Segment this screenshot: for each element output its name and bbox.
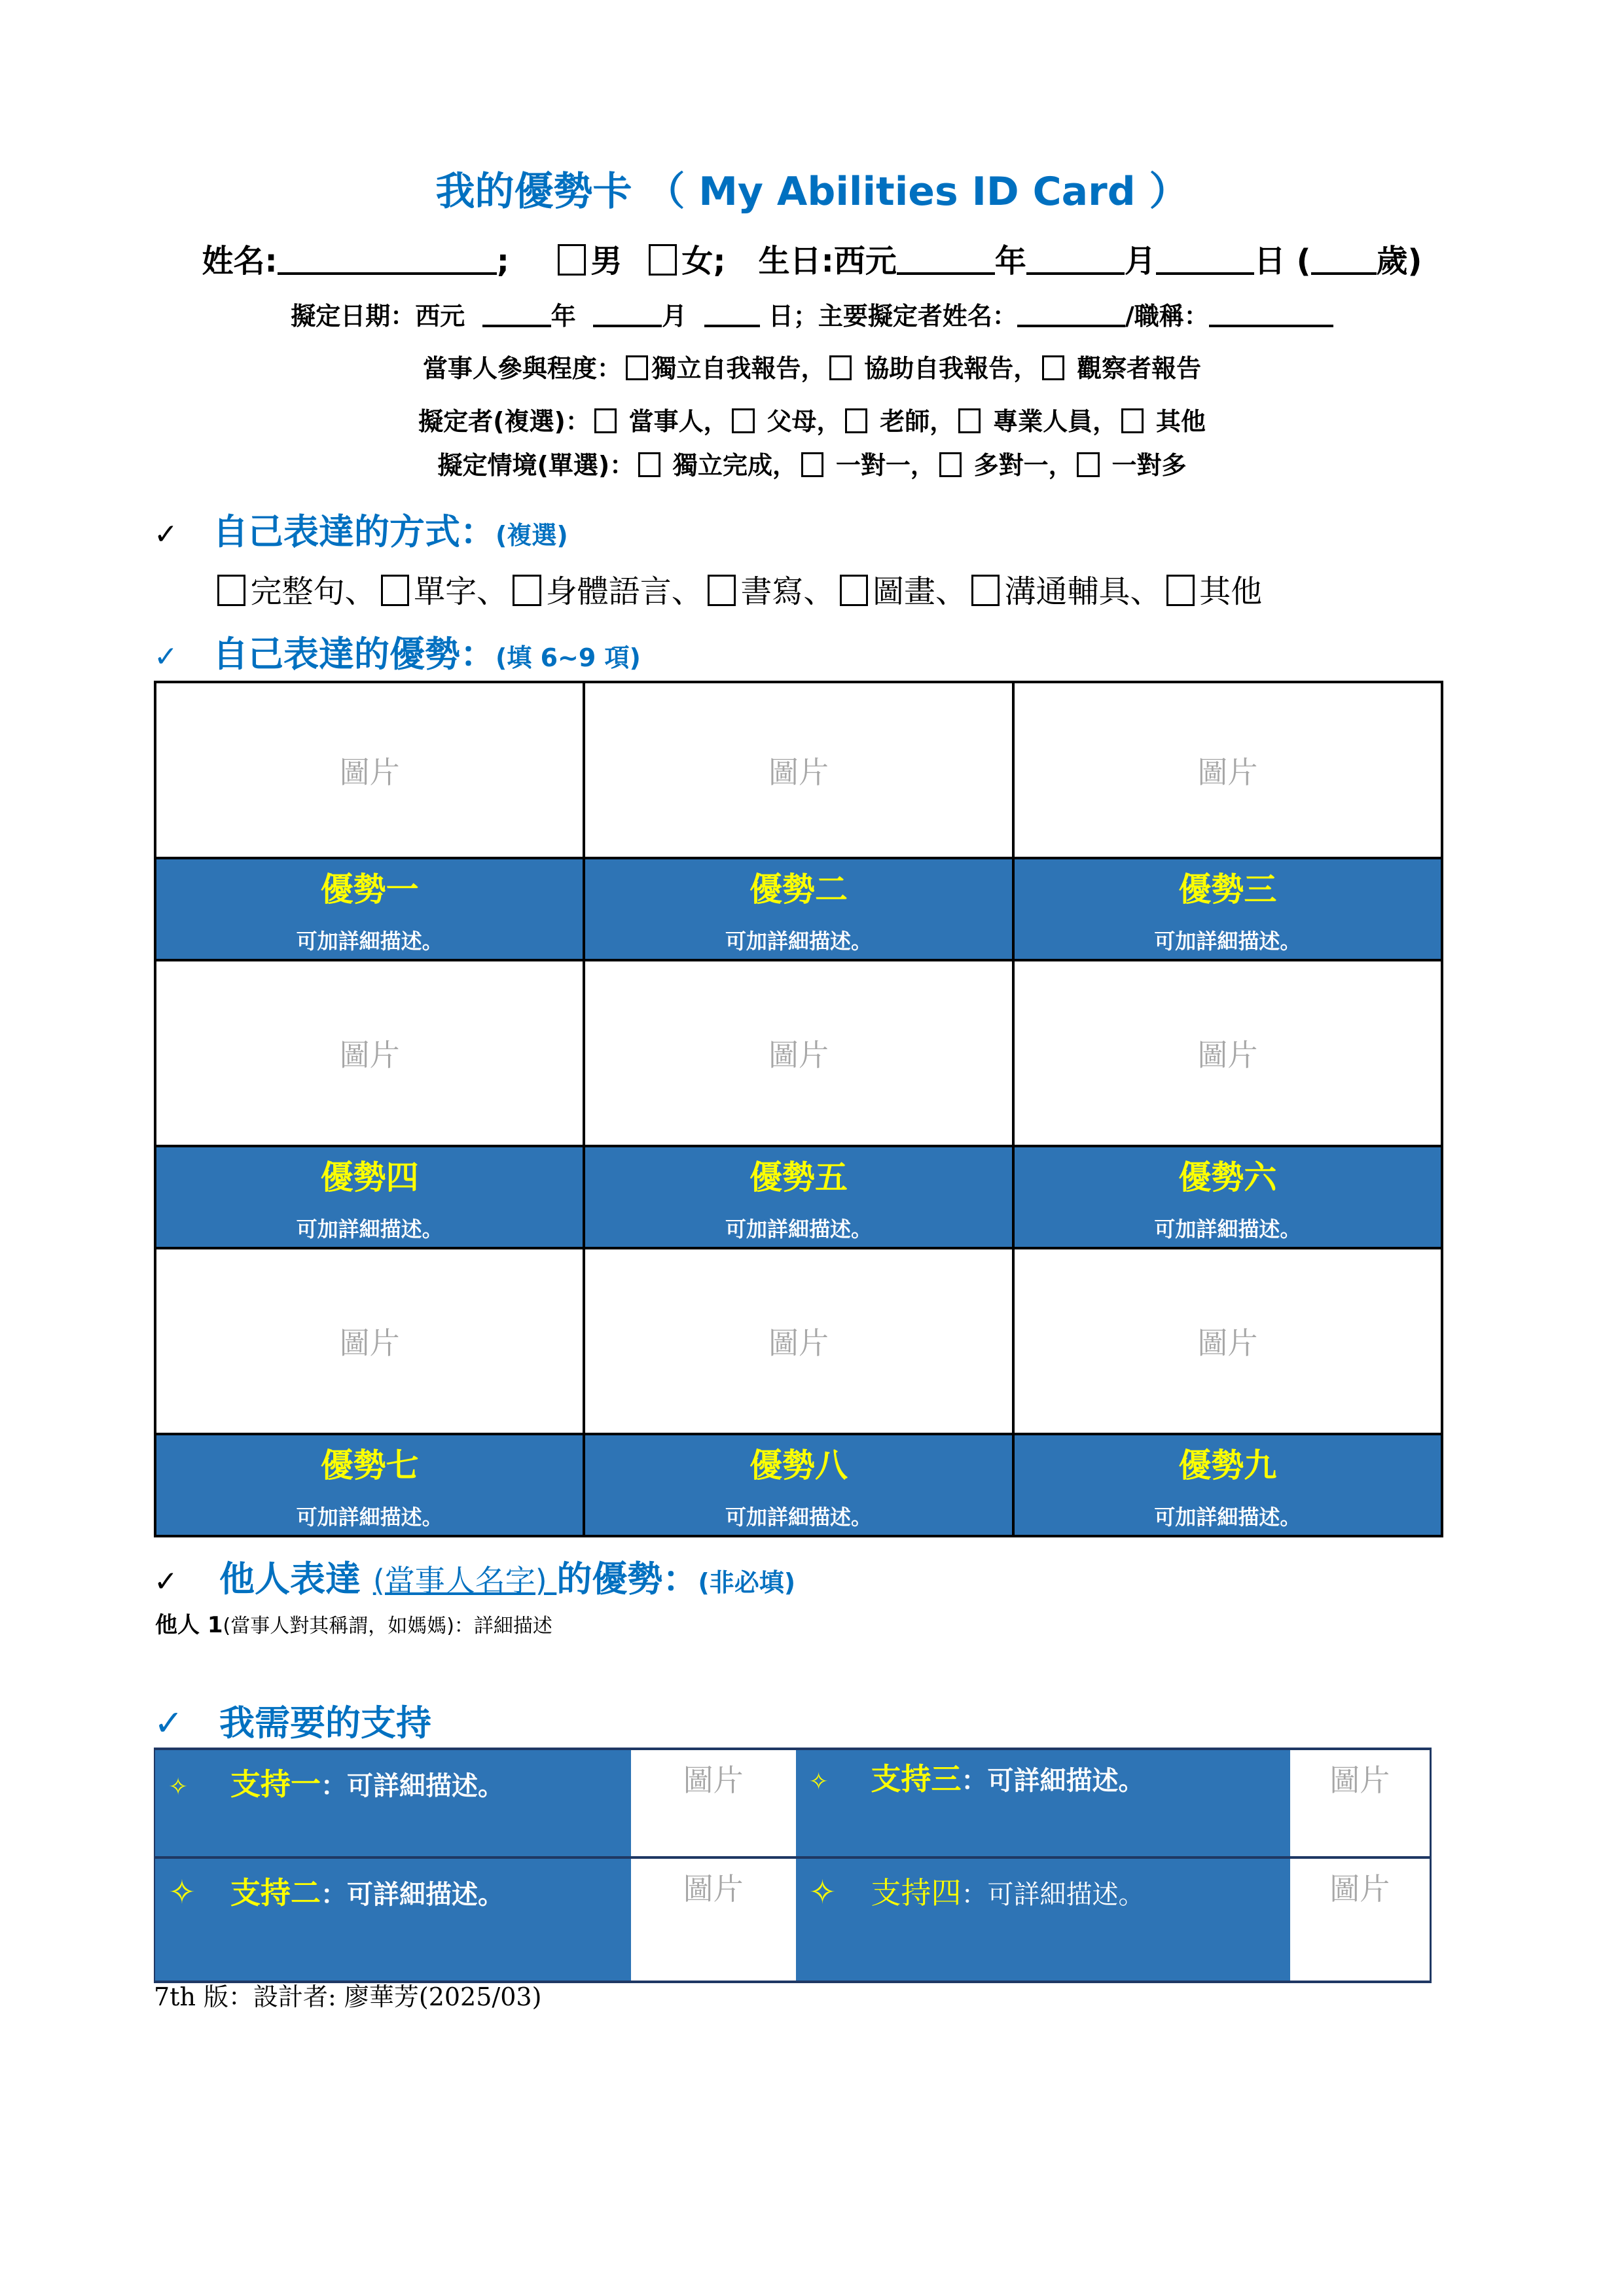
support-desc: ：可詳細描述。 bbox=[961, 1880, 1145, 1910]
name-label: 姓名: bbox=[202, 243, 278, 279]
image-placeholder: 圖片 bbox=[683, 1871, 744, 1907]
strength-desc: 可加詳細描述。 bbox=[1154, 1505, 1301, 1530]
support-heading bbox=[154, 1695, 431, 1746]
context-option: 一對多 bbox=[1111, 451, 1187, 480]
image-placeholder: 圖片 bbox=[1197, 1325, 1258, 1361]
participation-checkbox-2[interactable] bbox=[829, 355, 852, 380]
context-radio-3[interactable] bbox=[939, 452, 962, 477]
separator: 、 bbox=[935, 573, 967, 610]
rater-option: 老師， bbox=[880, 407, 955, 436]
heading-text: 他人表達 bbox=[219, 1558, 373, 1600]
strengths-heading bbox=[154, 626, 641, 677]
method-checkbox-2[interactable] bbox=[381, 575, 409, 606]
image-placeholder: 圖片 bbox=[1329, 1763, 1390, 1798]
support-cell-4[interactable] bbox=[796, 1857, 1290, 1982]
method-option: 圖畫 bbox=[872, 573, 935, 610]
participation-checkbox-1[interactable] bbox=[626, 355, 648, 380]
support-title: 支持一 bbox=[230, 1767, 321, 1802]
strength-label-1[interactable] bbox=[155, 858, 584, 960]
support-cell-2[interactable] bbox=[154, 1857, 631, 1982]
strength-desc: 可加詳細描述。 bbox=[725, 929, 872, 954]
rater-title-field[interactable] bbox=[1209, 300, 1333, 327]
strength-title: 優勢九 bbox=[1178, 1446, 1277, 1484]
context-option: 獨立完成， bbox=[673, 451, 798, 480]
support-cell-1[interactable] bbox=[154, 1749, 631, 1857]
context-radio-1[interactable] bbox=[638, 452, 660, 477]
strength-label-5[interactable] bbox=[584, 1146, 1013, 1248]
strength-title: 優勢五 bbox=[749, 1158, 848, 1196]
strength-image-9[interactable] bbox=[1013, 1248, 1442, 1434]
star-icon: ✧ bbox=[168, 1774, 189, 1801]
method-checkbox-1[interactable] bbox=[217, 575, 245, 606]
person-name-link[interactable]: (當事人名字) bbox=[372, 1563, 557, 1598]
heading-text: 自己表達的方式： bbox=[213, 511, 496, 552]
method-checkbox-5[interactable] bbox=[840, 575, 868, 606]
separator: 、 bbox=[671, 573, 703, 610]
strength-title: 優勢二 bbox=[749, 870, 848, 908]
heading-note: (填 6~9 項) bbox=[496, 643, 641, 672]
image-placeholder: 圖片 bbox=[768, 1325, 829, 1361]
strength-label-4[interactable] bbox=[155, 1146, 584, 1248]
strength-label-8[interactable] bbox=[584, 1434, 1013, 1536]
context-radio-4[interactable] bbox=[1077, 452, 1099, 477]
rater-option: 父母， bbox=[767, 407, 842, 436]
image-placeholder: 圖片 bbox=[1329, 1871, 1390, 1907]
birth-month-field[interactable] bbox=[1026, 241, 1125, 275]
month-label: 月 bbox=[662, 302, 687, 331]
expression-methods-options bbox=[213, 566, 1262, 611]
strength-label-2[interactable] bbox=[584, 858, 1013, 960]
strength-desc: 可加詳細描述。 bbox=[296, 1505, 443, 1530]
participation-row bbox=[0, 348, 1624, 384]
male-label: 男 bbox=[590, 243, 623, 279]
strength-image-3[interactable] bbox=[1013, 682, 1442, 858]
image-placeholder: 圖片 bbox=[339, 1325, 400, 1361]
strength-title: 優勢三 bbox=[1178, 870, 1277, 908]
check-icon: ✓ bbox=[154, 518, 178, 551]
separator: 、 bbox=[1130, 573, 1162, 610]
context-label: 擬定情境(單選)： bbox=[437, 451, 635, 480]
rating-year-field[interactable] bbox=[482, 300, 551, 327]
image-placeholder: 圖片 bbox=[1197, 754, 1258, 790]
year-label: 年 bbox=[994, 243, 1026, 279]
participation-option: 協助自我報告， bbox=[864, 354, 1039, 383]
other-person-1 bbox=[155, 1607, 552, 1639]
image-placeholder: 圖片 bbox=[768, 1037, 829, 1073]
strength-image-4[interactable] bbox=[155, 960, 584, 1146]
support-image-2[interactable] bbox=[631, 1857, 796, 1982]
heading-note: (非必填) bbox=[698, 1568, 796, 1597]
rater-checkbox-3[interactable] bbox=[845, 408, 867, 433]
month-label: 月 bbox=[1124, 243, 1156, 279]
strength-image-7[interactable] bbox=[155, 1248, 584, 1434]
year-label: 年 bbox=[550, 302, 576, 331]
support-image-4[interactable] bbox=[1290, 1857, 1431, 1982]
rater-name-label: 日；主要擬定者姓名： bbox=[768, 302, 1017, 331]
separator: ; bbox=[496, 243, 509, 279]
rater-option: 當事人， bbox=[628, 407, 729, 436]
rater-option: 其他 bbox=[1155, 407, 1206, 436]
personal-info-row bbox=[0, 236, 1624, 281]
page-title: 我的優勢卡 （ My Abilities ID Card ） bbox=[435, 169, 1189, 215]
rater-name-field[interactable] bbox=[1017, 300, 1125, 327]
image-placeholder: 圖片 bbox=[683, 1763, 744, 1798]
participation-option: 觀察者報告 bbox=[1077, 354, 1202, 383]
participation-label: 當事人參與程度： bbox=[422, 354, 622, 383]
check-icon: ✓ bbox=[154, 1565, 178, 1598]
image-placeholder: 圖片 bbox=[1197, 1037, 1258, 1073]
other-description[interactable]: ：詳細描述 bbox=[454, 1615, 552, 1638]
rater-checkbox-1[interactable] bbox=[594, 408, 617, 433]
method-option: 其他 bbox=[1199, 573, 1263, 610]
context-option: 多對一， bbox=[973, 451, 1074, 480]
expression-methods-heading bbox=[154, 504, 568, 554]
birth-year-field[interactable] bbox=[897, 241, 995, 275]
rating-day-field[interactable] bbox=[704, 300, 760, 327]
support-title: 支持二 bbox=[230, 1875, 321, 1910]
heading-text: 的優勢： bbox=[556, 1558, 698, 1600]
rater-checkbox-5[interactable] bbox=[1121, 408, 1144, 433]
strength-label-3[interactable] bbox=[1013, 858, 1442, 960]
strength-title: 優勢四 bbox=[320, 1158, 419, 1196]
method-option: 完整句 bbox=[250, 573, 345, 610]
rating-date-label: 擬定日期：西元 bbox=[291, 302, 465, 331]
separator: 、 bbox=[344, 573, 376, 610]
name-field[interactable] bbox=[278, 241, 497, 275]
star-icon: ✧ bbox=[168, 1873, 196, 1911]
strength-image-2[interactable] bbox=[584, 682, 1013, 858]
strength-image-1[interactable] bbox=[155, 682, 584, 858]
female-checkbox[interactable] bbox=[649, 244, 677, 276]
participation-option: 獨立自我報告， bbox=[651, 354, 826, 383]
age-label: 歲) bbox=[1376, 243, 1422, 279]
support-desc: ：可詳細描述。 bbox=[961, 1766, 1145, 1796]
strength-image-8[interactable] bbox=[584, 1248, 1013, 1434]
rater-checkbox-2[interactable] bbox=[732, 408, 754, 433]
method-option: 身體語言 bbox=[545, 573, 672, 610]
raters-row bbox=[0, 401, 1624, 437]
star-icon: ✧ bbox=[808, 1873, 837, 1911]
rater-checkbox-4[interactable] bbox=[958, 408, 981, 433]
method-option: 溝通輔具 bbox=[1004, 573, 1130, 610]
support-title: 支持四 bbox=[871, 1875, 962, 1910]
other-note: (當事人對其稱謂，如媽媽) bbox=[223, 1615, 454, 1638]
strength-label-9[interactable] bbox=[1013, 1434, 1442, 1536]
strength-desc: 可加詳細描述。 bbox=[725, 1505, 872, 1530]
rater-title-label: /職稱： bbox=[1125, 302, 1209, 331]
strength-desc: 可加詳細描述。 bbox=[296, 929, 443, 954]
heading-text: 我需要的支持 bbox=[219, 1702, 431, 1744]
support-cell-3[interactable] bbox=[796, 1749, 1290, 1857]
context-option: 一對一， bbox=[835, 451, 935, 480]
check-icon: ✓ bbox=[154, 1702, 184, 1744]
strength-image-6[interactable] bbox=[1013, 960, 1442, 1146]
image-placeholder: 圖片 bbox=[768, 754, 829, 790]
support-image-1[interactable] bbox=[631, 1749, 796, 1857]
star-icon: ✧ bbox=[808, 1768, 829, 1795]
method-option: 書寫 bbox=[740, 573, 804, 610]
method-checkbox-4[interactable] bbox=[708, 575, 736, 606]
support-table bbox=[154, 1748, 1432, 1983]
separator: 、 bbox=[803, 573, 835, 610]
participation-checkbox-3[interactable] bbox=[1042, 355, 1064, 380]
method-checkbox-7[interactable] bbox=[1166, 575, 1195, 606]
heading-note: (複選) bbox=[496, 521, 568, 550]
strength-desc: 可加詳細描述。 bbox=[1154, 929, 1301, 954]
age-field[interactable] bbox=[1311, 241, 1377, 275]
method-checkbox-3[interactable] bbox=[513, 575, 541, 606]
birth-label: 生日:西元 bbox=[758, 243, 897, 279]
birth-day-field[interactable] bbox=[1156, 241, 1254, 275]
strength-label-6[interactable] bbox=[1013, 1146, 1442, 1248]
male-checkbox[interactable] bbox=[558, 244, 586, 276]
strength-title: 優勢一 bbox=[320, 870, 419, 908]
strength-title: 優勢八 bbox=[749, 1446, 848, 1484]
context-radio-2[interactable] bbox=[801, 452, 823, 477]
strength-desc: 可加詳細描述。 bbox=[296, 1217, 443, 1242]
method-option: 單字 bbox=[414, 573, 477, 610]
support-desc: ：可詳細描述。 bbox=[321, 1880, 504, 1910]
strength-label-7[interactable] bbox=[155, 1434, 584, 1536]
day-label: 日 ( bbox=[1254, 243, 1311, 279]
context-row bbox=[0, 445, 1624, 481]
image-placeholder: 圖片 bbox=[339, 1037, 400, 1073]
image-placeholder: 圖片 bbox=[339, 754, 400, 790]
method-checkbox-6[interactable] bbox=[971, 575, 1000, 606]
strengths-table bbox=[154, 681, 1443, 1537]
support-image-3[interactable] bbox=[1290, 1749, 1431, 1857]
strength-desc: 可加詳細描述。 bbox=[725, 1217, 872, 1242]
rater-option: 專業人員， bbox=[993, 407, 1118, 436]
heading-text: 自己表達的優勢： bbox=[213, 634, 496, 675]
rating-month-field[interactable] bbox=[593, 300, 662, 327]
strength-image-5[interactable] bbox=[584, 960, 1013, 1146]
raters-label: 擬定者(複選)： bbox=[418, 407, 590, 436]
other-label: 他人 1 bbox=[155, 1612, 223, 1638]
support-desc: ：可詳細描述。 bbox=[321, 1771, 504, 1801]
support-title: 支持三 bbox=[871, 1761, 962, 1797]
footer-version: 7th 版：設計者: 廖華芳(2025/03) bbox=[154, 1982, 542, 2011]
strength-desc: 可加詳細描述。 bbox=[1154, 1217, 1301, 1242]
check-icon: ✓ bbox=[154, 640, 178, 673]
others-heading bbox=[154, 1551, 795, 1602]
female-label: 女; bbox=[681, 243, 726, 279]
rating-date-row bbox=[0, 296, 1624, 332]
strength-title: 優勢六 bbox=[1178, 1158, 1277, 1196]
strength-title: 優勢七 bbox=[320, 1446, 419, 1484]
separator: 、 bbox=[477, 573, 509, 610]
